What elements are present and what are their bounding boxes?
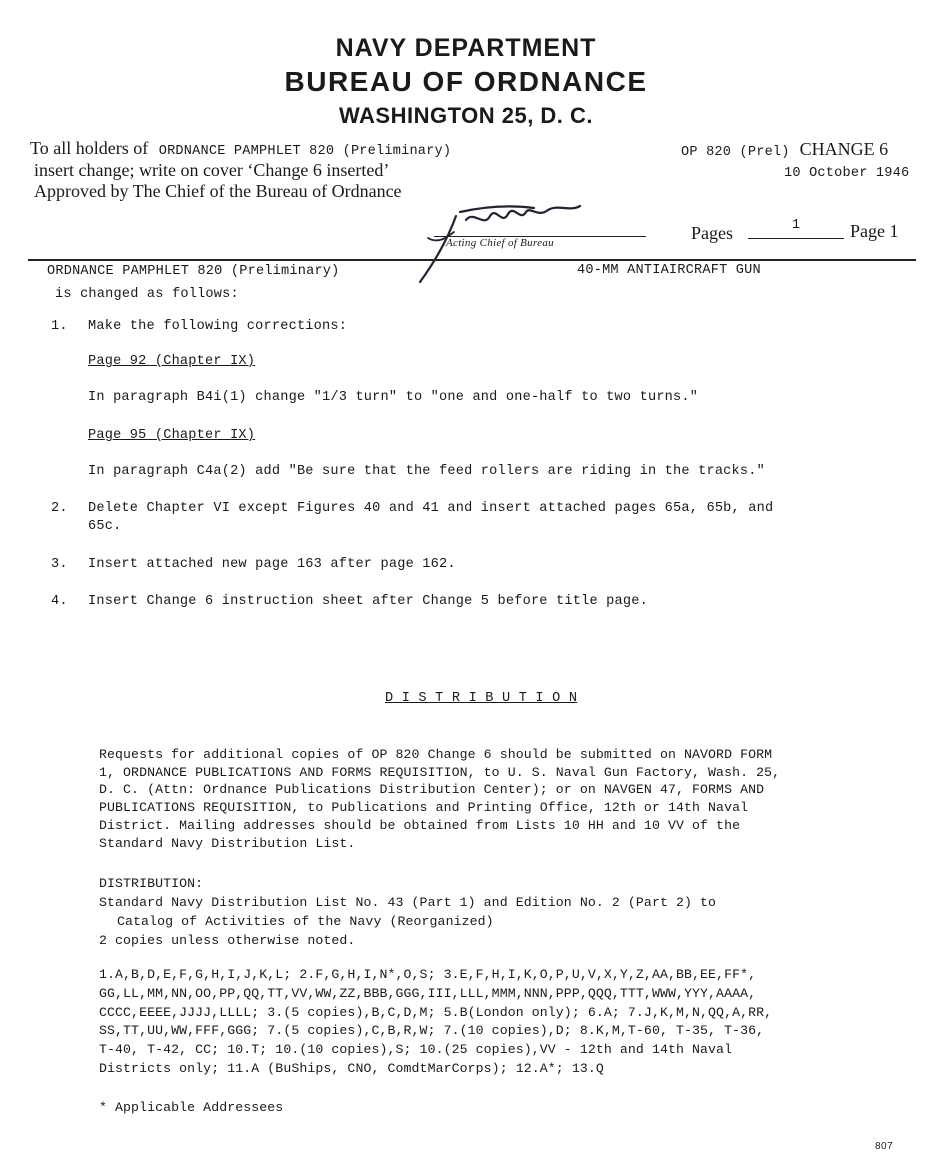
notice-prefix: To all holders of (30, 138, 149, 158)
item-1-correction-1: In paragraph B4i(1) change "1/3 turn" to "one and one-half to two turns." (88, 390, 699, 405)
change-number: CHANGE 6 (799, 139, 889, 159)
item-2-text-line-1: Delete Chapter VI except Figures 40 and 41 and insert attached pages 65a, 65b, and (88, 501, 774, 516)
item-1-number: 1. (51, 319, 68, 334)
subject-intro: is changed as follows: (55, 287, 239, 302)
signature-caption: Acting Chief of Bureau (446, 237, 554, 249)
op-reference: OP 820 (Prel) (681, 145, 790, 160)
item-1-correction-2: In paragraph C4a(2) add "Be sure that the feed rollers are riding in the tracks." (88, 464, 765, 479)
item-3-number: 3. (51, 557, 68, 572)
distribution-codes-line-3: CCCC,EEEE,JJJJ,LLLL; 3.(5 copies),B,C,D,M; 5.B(London only); 6.A; 7.J,K,M,N,QQ,A,RR, (99, 1005, 773, 1020)
pages-count-line (748, 238, 844, 239)
distribution-para-line-4: PUBLICATIONS REQUISITION, to Publications and Printing Office, 12th or 14th Naval (99, 800, 749, 815)
distribution-para-line-1: Requests for additional copies of OP 820 Change 6 should be submitted on NAVORD FORM (99, 747, 773, 762)
distribution-para-line-2: 1, ORDNANCE PUBLICATIONS AND FORMS REQUISITION, to U. S. Naval Gun Factory, Wash. 25, (99, 765, 781, 780)
item-2-number: 2. (51, 501, 68, 516)
notice-line-2: insert change; write on cover ‘Change 6 inserted’ (34, 160, 390, 180)
notice-publication: ORDNANCE PAMPHLET 820 (Preliminary) (158, 144, 452, 159)
distribution-list-intro-2: Catalog of Activities of the Navy (Reorganized) (117, 914, 494, 929)
item-1-page-ref-2: Page 95 (Chapter IX) (88, 428, 256, 443)
subject-publication: ORDNANCE PAMPHLET 820 (Preliminary) (47, 264, 340, 279)
distribution-list-label: DISTRIBUTION: (99, 876, 204, 891)
distribution-list-intro-1: Standard Navy Distribution List No. 43 (Part 1) and Edition No. 2 (Part 2) to (99, 895, 717, 910)
distribution-codes-line-4: SS,TT,UU,WW,FFF,GGG; 7.(5 copies),C,B,R,W; 7.(10 copies),D; 8.K,M,T-60, T-35, T-36, (99, 1023, 765, 1038)
distribution-para-line-5: District. Mailing addresses should be obtained from Lists 10 HH and 10 VV of the (99, 818, 741, 833)
department-heading: NAVY DEPARTMENT (335, 34, 597, 62)
distribution-para-line-6: Standard Navy Distribution List. (99, 836, 356, 851)
subject-title: 40-MM ANTIAIRCRAFT GUN (577, 263, 761, 278)
page-number-label: Page 1 (850, 221, 899, 241)
location-heading: WASHINGTON 25, D. C. (338, 103, 594, 128)
change-date: 10 October 1946 (784, 166, 910, 181)
distribution-codes-line-1: 1.A,B,D,E,F,G,H,I,J,K,L; 2.F,G,H,I,N*,O,S; 3.E,F,H,I,K,O,P,U,V,X,Y,Z,AA,BB,EE,FF*, (99, 967, 757, 982)
change-reference (681, 139, 888, 160)
page-number: 807 (875, 1141, 894, 1152)
distribution-list-intro-3: 2 copies unless otherwise noted. (99, 933, 356, 948)
distribution-codes-line-2: GG,LL,MM,NN,OO,PP,QQ,TT,VV,WW,ZZ,BBB,GGG,III,LLL,MMM,NNN,PPP,QQQ,TTT,WWW,YYY,AAAA, (99, 986, 757, 1001)
item-4-number: 4. (51, 594, 68, 609)
item-2-text-line-2: 65c. (88, 519, 122, 534)
item-4-text: Insert Change 6 instruction sheet after Change 5 before title page. (88, 594, 648, 609)
notice-line-3: Approved by The Chief of the Bureau of Ordnance (34, 181, 402, 201)
item-1-page-ref-1: Page 92 (Chapter IX) (88, 354, 256, 369)
distribution-heading: D I S T R I B U T I O N (385, 691, 578, 706)
distribution-codes-line-5: T-40, T-42, CC; 10.T; 10.(10 copies),S; 10.(25 copies),VV - 12th and 14th Naval (99, 1042, 733, 1057)
bureau-heading: BUREAU OF ORDNANCE (284, 66, 648, 97)
item-3-text: Insert attached new page 163 after page 162. (88, 557, 456, 572)
pages-count: 1 (791, 218, 801, 233)
item-1-text: Make the following corrections: (88, 319, 348, 334)
distribution-para-line-3: D. C. (Attn: Ordnance Publications Distribution Center); or on NAVGEN 47, FORMS AND (99, 782, 765, 797)
notice-line-1 (30, 138, 451, 159)
header-rule (28, 259, 916, 261)
distribution-codes-line-6: Districts only; 11.A (BuShips, CNO, ComdtMarCorps); 12.A*; 13.Q (99, 1061, 604, 1076)
footnote: * Applicable Addressees (99, 1100, 284, 1115)
pages-label: Pages (691, 223, 733, 243)
